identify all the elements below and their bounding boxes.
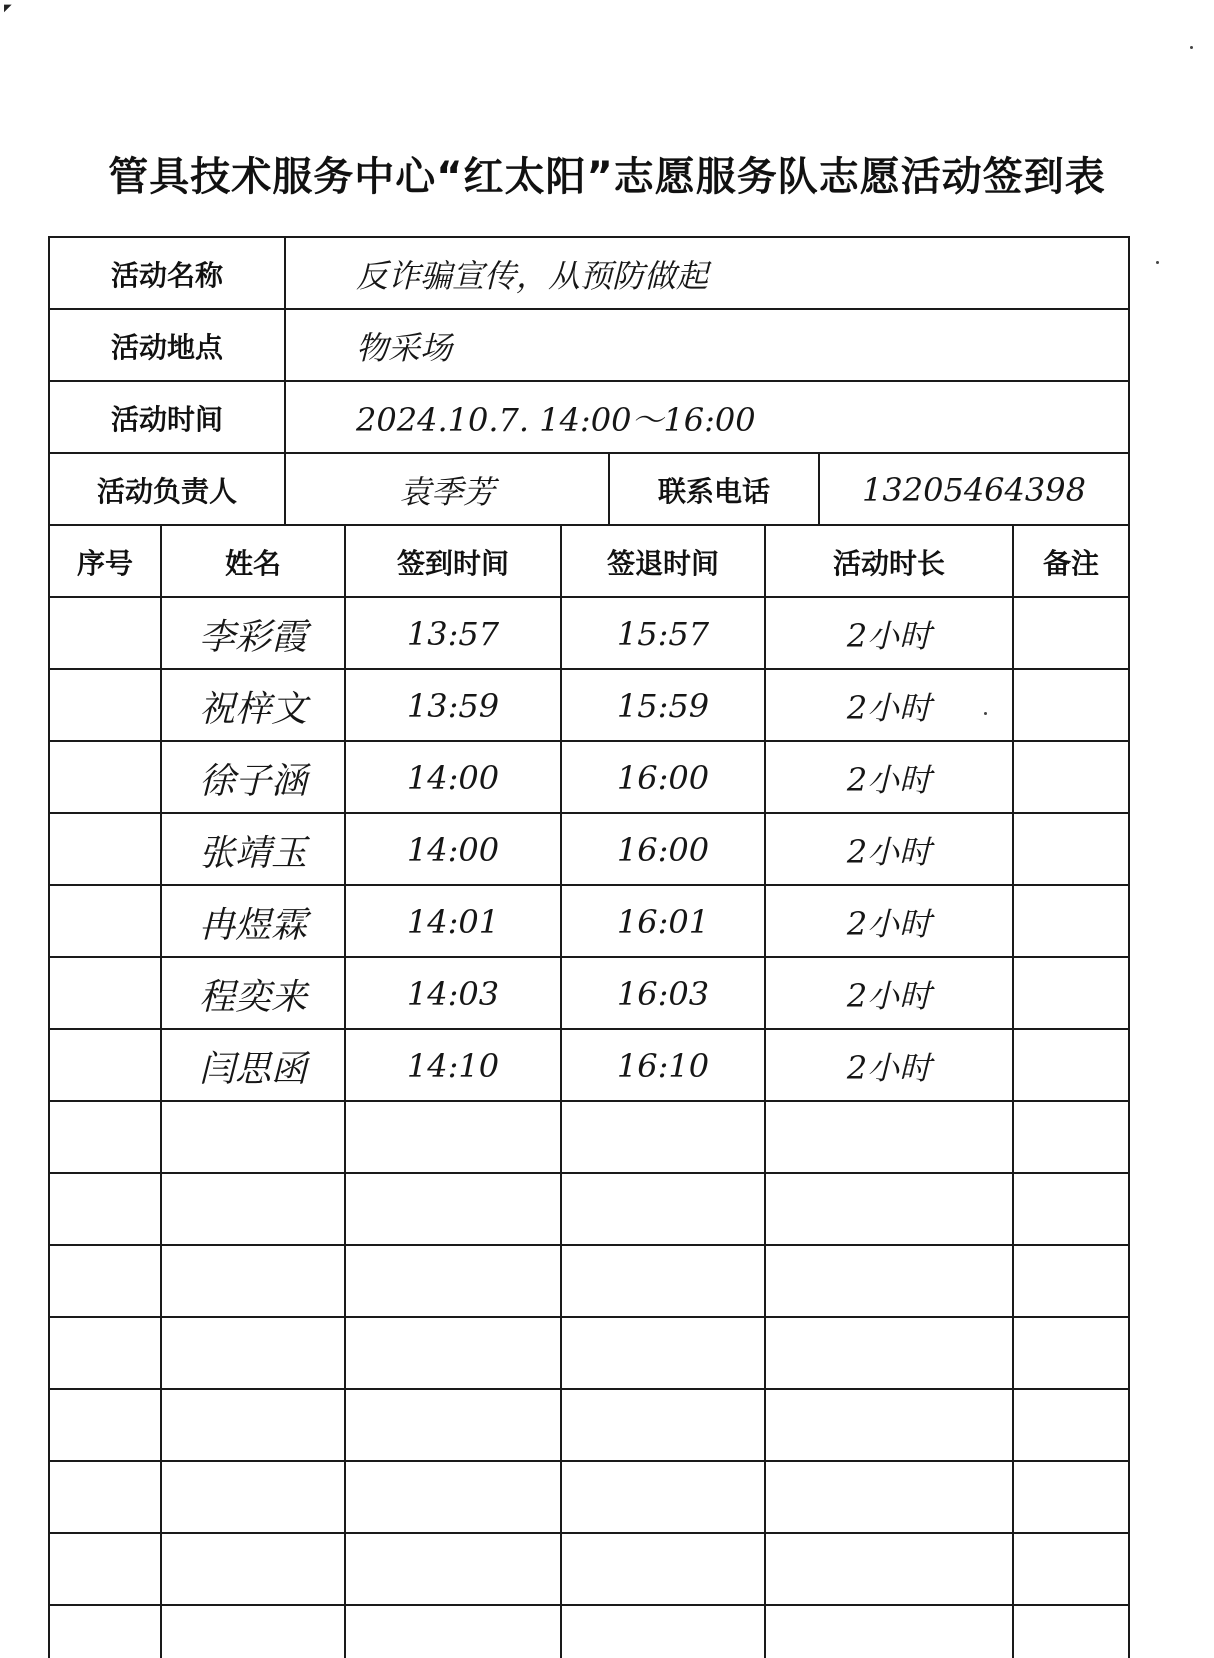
row-duration: 2小时 [764, 742, 1012, 814]
row-sign-in: 14:00 [344, 814, 560, 886]
paper-speck [1190, 46, 1193, 49]
paper-speck [1156, 261, 1159, 264]
empty-table-row [48, 1244, 1130, 1318]
page-title: 管具技术服务中心“红太阳”志愿服务队志愿活动签到表 [108, 154, 1106, 200]
phone-label: 联系电话 [608, 454, 818, 526]
sign-in-sheet [48, 236, 1130, 1656]
row-note [1012, 958, 1130, 1030]
phone-value: 13205464398 [818, 454, 1130, 526]
row-duration: 2小时 [764, 958, 1012, 1030]
row-name: 冉煜霖 [160, 886, 344, 958]
row-duration: 2小时 [764, 670, 1012, 742]
row-note [1012, 670, 1130, 742]
header-name: 姓名 [160, 526, 344, 598]
row-sign-out: 15:59 [560, 670, 764, 742]
header-duration: 活动时长 [764, 526, 1012, 598]
empty-table-row [48, 1388, 1130, 1462]
activity-name-label: 活动名称 [48, 238, 284, 310]
activity-location-value: 物采场 [284, 310, 1130, 382]
row-note [1012, 814, 1130, 886]
row-sign-out: 16:00 [560, 742, 764, 814]
row-name: 张靖玉 [160, 814, 344, 886]
table-row [48, 956, 1130, 1030]
table-row [48, 1028, 1130, 1102]
activity-time-row [48, 380, 1130, 454]
activity-name-value: 反诈骗宣传，从预防做起 [284, 238, 1130, 310]
row-sign-in: 14:03 [344, 958, 560, 1030]
table-row [48, 596, 1130, 670]
table-row [48, 884, 1130, 958]
header-sign-out: 签退时间 [560, 526, 764, 598]
row-no [48, 886, 160, 958]
row-no [48, 598, 160, 670]
activity-time-value: 2024.10.7. 14:00～16:00 [284, 382, 1130, 454]
table-row [48, 740, 1130, 814]
row-sign-out: 16:00 [560, 814, 764, 886]
table-row [48, 668, 1130, 742]
empty-table-row [48, 1316, 1130, 1390]
header-no: 序号 [48, 526, 160, 598]
empty-table-row [48, 1604, 1130, 1658]
row-name: 闫思函 [160, 1030, 344, 1102]
row-duration: 2小时 [764, 886, 1012, 958]
row-sign-out: 16:03 [560, 958, 764, 1030]
row-duration: 2小时 [764, 598, 1012, 670]
row-name: 祝梓文 [160, 670, 344, 742]
leader-label: 活动负责人 [48, 454, 284, 526]
row-no [48, 958, 160, 1030]
row-sign-out: 16:10 [560, 1030, 764, 1102]
row-sign-in: 14:01 [344, 886, 560, 958]
row-note [1012, 886, 1130, 958]
leader-row [48, 452, 1130, 526]
row-sign-in: 13:57 [344, 598, 560, 670]
leader-value: 袁季芳 [284, 454, 608, 526]
table-header-row [48, 524, 1130, 598]
row-name: 程奕来 [160, 958, 344, 1030]
row-name: 徐子涵 [160, 742, 344, 814]
empty-table-row [48, 1172, 1130, 1246]
header-note: 备注 [1012, 526, 1130, 598]
row-note [1012, 598, 1130, 670]
row-note [1012, 1030, 1130, 1102]
row-note [1012, 742, 1130, 814]
row-name: 李彩霞 [160, 598, 344, 670]
row-sign-out: 15:57 [560, 598, 764, 670]
row-no [48, 1030, 160, 1102]
empty-table-row [48, 1460, 1130, 1534]
activity-location-label: 活动地点 [48, 310, 284, 382]
activity-time-label: 活动时间 [48, 382, 284, 454]
empty-table-row [48, 1100, 1130, 1174]
activity-location-row [48, 308, 1130, 382]
row-no [48, 814, 160, 886]
header-sign-in: 签到时间 [344, 526, 560, 598]
row-sign-in: 14:00 [344, 742, 560, 814]
row-sign-out: 16:01 [560, 886, 764, 958]
row-sign-in: 13:59 [344, 670, 560, 742]
table-row [48, 812, 1130, 886]
row-no [48, 742, 160, 814]
row-duration: 2小时 [764, 1030, 1012, 1102]
row-no [48, 670, 160, 742]
row-duration: 2小时 [764, 814, 1012, 886]
row-sign-in: 14:10 [344, 1030, 560, 1102]
corner-mark: ◤ [4, 3, 12, 14]
activity-name-row [48, 236, 1130, 310]
empty-table-row [48, 1532, 1130, 1606]
